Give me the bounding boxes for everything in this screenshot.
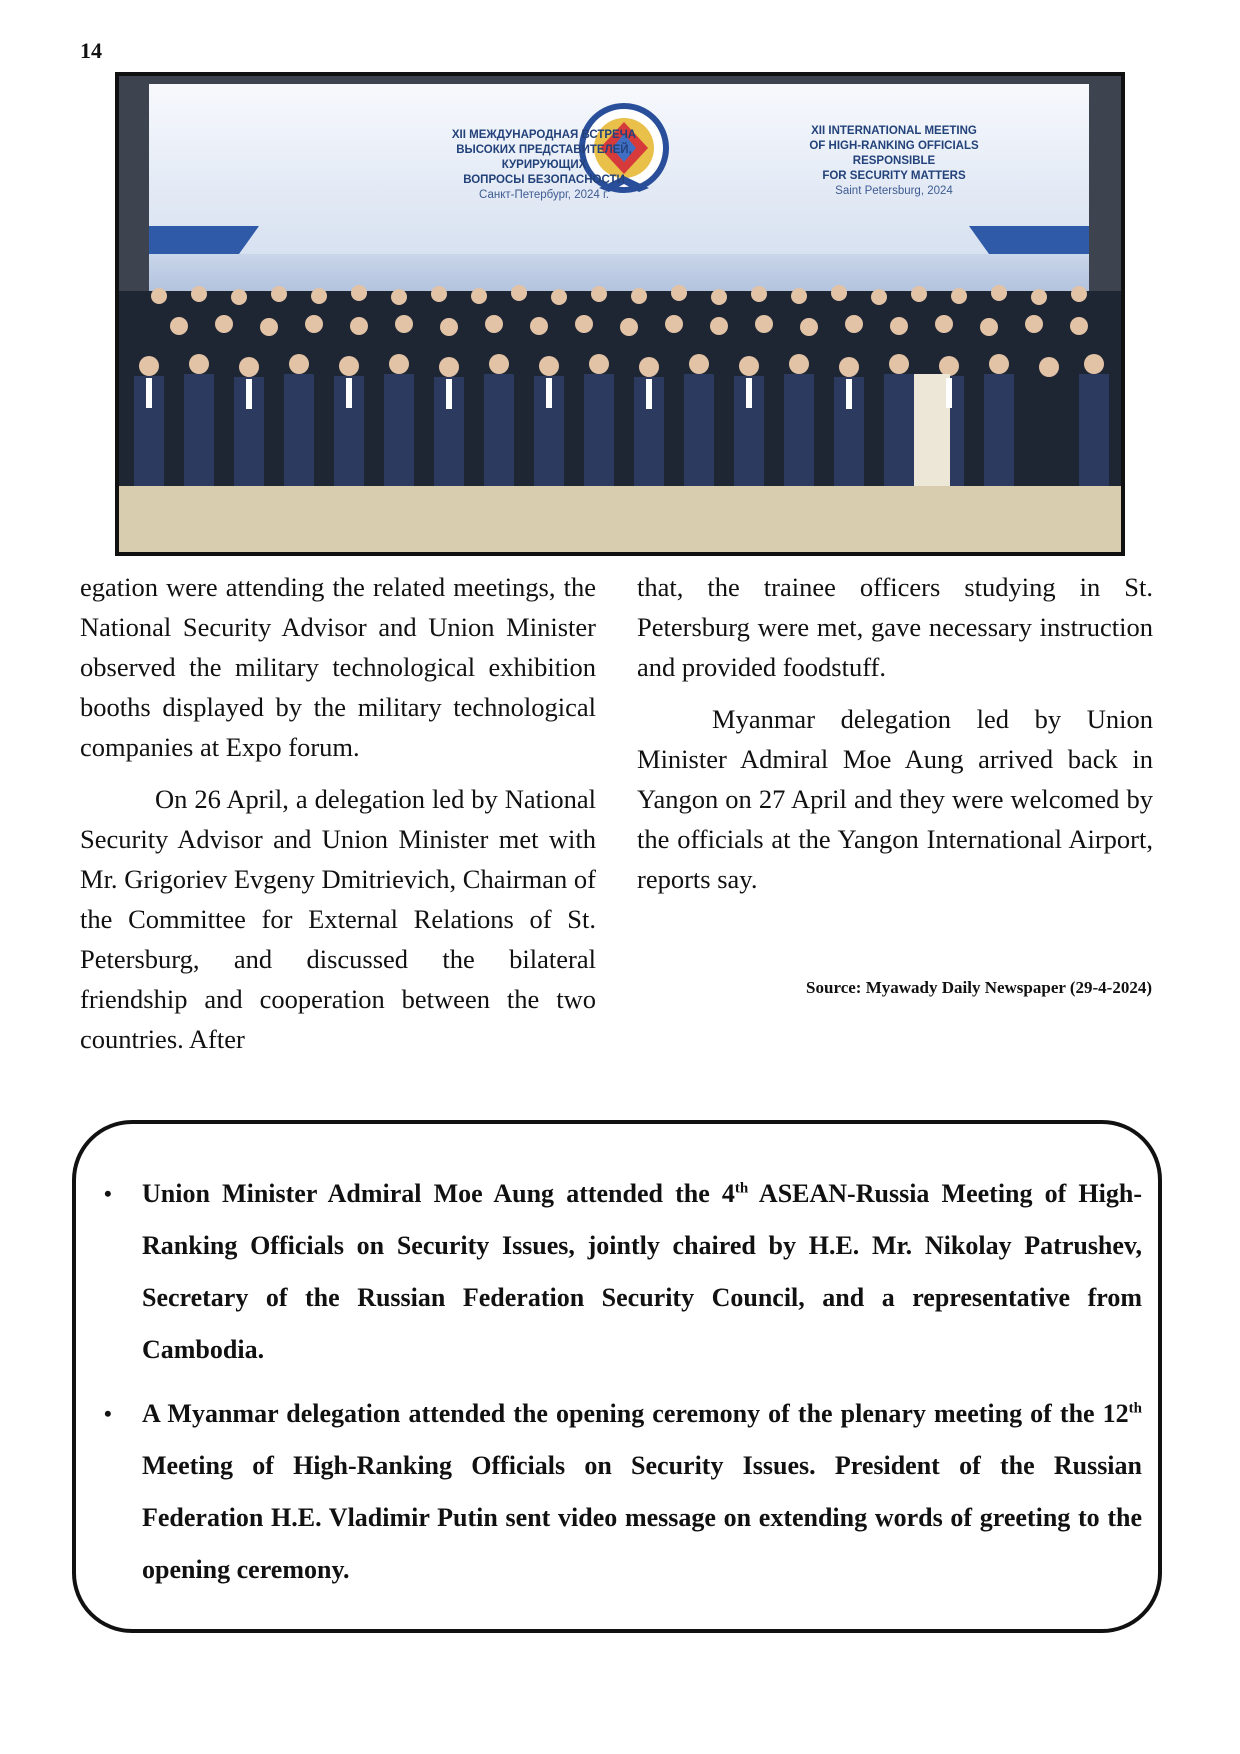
article-column-left <box>80 567 596 1059</box>
banner-ru-city: Санкт-Петербург, 2024 г. <box>479 189 609 201</box>
banner-ru-line: КУРИРУЮЩИХ <box>501 159 587 171</box>
article-paragraph: Myanmar delegation led by Union Minister Admiral Moe Aung arrived back in Yangon on 27 April and they were welcomed by the officials at the Yangon International Airport, reports say. <box>637 704 1153 894</box>
banner-en-line: FOR SECURITY MATTERS <box>822 170 966 182</box>
banner-ru-line: ВЫСОКИХ ПРЕДСТАВИТЕЛЕЙ, <box>456 144 632 156</box>
summary-box <box>72 1120 1162 1633</box>
summary-text: A Myanmar delegation attended the opening ceremony of the plenary meeting of the 12 <box>142 1399 1129 1428</box>
summary-text: Union Minister Admiral Moe Aung attended the 4 <box>142 1179 735 1208</box>
page-number: 14 <box>80 38 102 63</box>
banner-russian-text <box>419 128 669 203</box>
article-column-right <box>637 567 1153 899</box>
article-paragraph: that, the trainee officers studying in St. Petersburg were met, gave necessary instruction and provided foodstuff. <box>637 572 1153 682</box>
group-photo <box>115 72 1125 556</box>
summary-item <box>104 1388 1142 1596</box>
article-paragraph: On 26 April, a delegation led by National Security Advisor and Union Minister met with Mr. Grigoriev Evgeny Dmitrievich, Chairman of the Committee for External Relations of St. Petersburg, and discussed the bilateral friendship and cooperation between the two countries. After <box>80 784 596 1054</box>
banner-english-text <box>769 124 1019 199</box>
ordinal-suffix: th <box>1128 1400 1142 1417</box>
banner-en-line: OF HIGH-RANKING OFFICIALS <box>809 140 979 152</box>
article-paragraph: egation were attending the related meetings, the National Security Advisor and Union Minister observed the military technological exhibition booths displayed by the military technological companies at Expo forum. <box>80 572 596 762</box>
ordinal-suffix: th <box>734 1180 749 1197</box>
banner-en-line: XII INTERNATIONAL MEETING <box>811 125 977 137</box>
source-credit: Source: Myawady Daily Newspaper (29-4-2024) <box>806 978 1152 997</box>
banner-en-line: RESPONSIBLE <box>852 155 936 167</box>
bullet-icon: • <box>104 1181 112 1206</box>
bullet-icon: • <box>104 1401 112 1426</box>
summary-text: Meeting of High-Ranking Officials on Security Issues. President of the Russian Federation H.E. Vladimir Putin sent video message on extending words of greeting to the opening ceremony. <box>142 1451 1142 1584</box>
banner-en-city: Saint Petersburg, 2024 <box>835 185 953 197</box>
banner-ru-line: XII МЕЖДУНАРОДНАЯ ВСТРЕЧА <box>451 129 637 141</box>
summary-item <box>104 1168 1142 1376</box>
crowd <box>119 285 1121 491</box>
summary-list <box>104 1168 1142 1596</box>
summary-text: ASEAN-Russia Meeting of High-Ranking Officials on Security Issues, jointly chaired by H.E. Mr. Nikolay Patrushev, Secretary of the Russian Federation Security Council, and a representative from Cambodia. <box>142 1179 1142 1364</box>
banner-ru-line: ВОПРОСЫ БЕЗОПАСНОСТИ <box>463 174 625 186</box>
